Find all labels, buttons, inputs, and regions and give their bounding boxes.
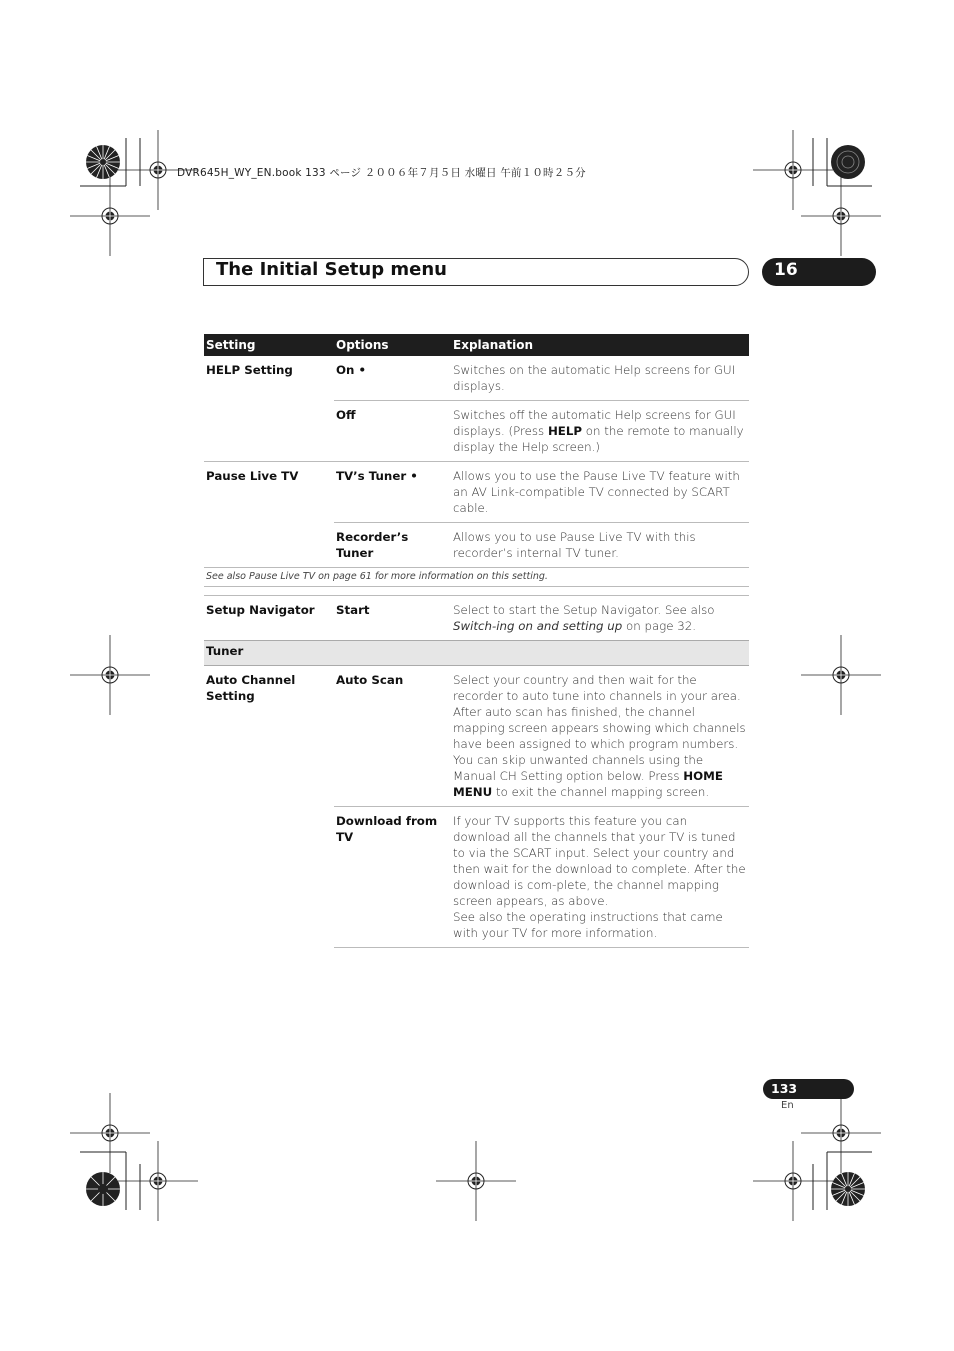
table-row — [204, 596, 749, 641]
page-number-badge — [763, 1079, 854, 1099]
table-header-row — [204, 334, 749, 356]
explanation-tvs-tuner: Allows you to use the Pause Live TV feature with an AV Link-compatible TV connected by SCART cable. — [451, 462, 749, 523]
option-tvs-tuner: TV’s Tuner • — [334, 462, 451, 523]
explanation-on: Switches on the automatic Help screens for GUI displays. — [453, 363, 736, 393]
help-key: HELP — [547, 424, 583, 438]
option-auto-scan: Auto Scan — [336, 673, 404, 687]
option-off: Off — [334, 401, 451, 462]
column-header-options: Options — [334, 334, 451, 356]
setting-pause-live-tv: Pause Live TV — [204, 462, 334, 568]
spacer-row — [204, 587, 749, 596]
table-row — [204, 462, 749, 523]
explanation-off: Switches off the automatic Help screens for GUI displays. (Press HELP on the remote to manually display the Help screen.) — [451, 401, 749, 462]
column-header-explanation: Explanation — [451, 334, 749, 356]
section-row-tuner — [204, 641, 749, 666]
home-menu-key: HOME MENU — [453, 769, 723, 799]
explanation-recorders-tuner: Allows you to use Pause Live TV with this recorder’s internal TV tuner. — [451, 523, 749, 568]
setting-auto-channel: Auto Channel Setting — [206, 673, 296, 703]
explanation-download-from-tv: If your TV supports this feature you can download all the channels that your TV is tuned to via the SCART input. Select your country and then wait for the download to complete. After the download is com-plete, the channel mapping screen appears, as above. See also the operating instructions that came with your TV for more information. — [451, 807, 749, 948]
explanation-start: Select to start the Setup Navigator. See also Switch-ing on and setting up on page 32. — [451, 596, 749, 641]
table-row — [204, 356, 749, 401]
page-number: 133 — [771, 1081, 798, 1096]
section-title-tuner: Tuner — [204, 641, 749, 666]
language-label: En — [781, 1100, 794, 1111]
explanation-auto-scan: Select your country and then wait for the recorder to auto tune into channels in your area. After auto scan has finished, the channel mapping screen appears showing which channels have been assigned to which program numbers. You can skip unwanted channels using the Manual CH Setting option below. Press HOME MENU to exit the channel mapping screen. — [453, 673, 746, 799]
page-title: The Initial Setup menu — [216, 259, 447, 280]
setting-setup-navigator: Setup Navigator — [204, 596, 334, 641]
option-on: On • — [336, 363, 367, 377]
option-recorders-tuner: Recorder’s Tuner — [334, 523, 451, 568]
pause-live-tv-note: See also Pause Live TV on page 61 for more information on this setting. — [204, 568, 749, 587]
option-download-from-tv: Download from TV — [334, 807, 451, 948]
table-row — [204, 666, 749, 807]
column-header-setting: Setting — [204, 334, 334, 356]
print-info-line: DVR645H_WY_EN.book 133 ページ ２００６年７月５日 水曜日 午前１０時２５分 — [177, 167, 586, 179]
chapter-badge — [762, 258, 876, 286]
setting-help: HELP Setting — [206, 363, 293, 377]
table-note-row — [204, 568, 749, 587]
chapter-number: 16 — [774, 260, 798, 280]
settings-table — [204, 334, 749, 948]
switching-on-reference: Switch-ing on and setting up — [453, 619, 623, 633]
option-start: Start — [334, 596, 451, 641]
